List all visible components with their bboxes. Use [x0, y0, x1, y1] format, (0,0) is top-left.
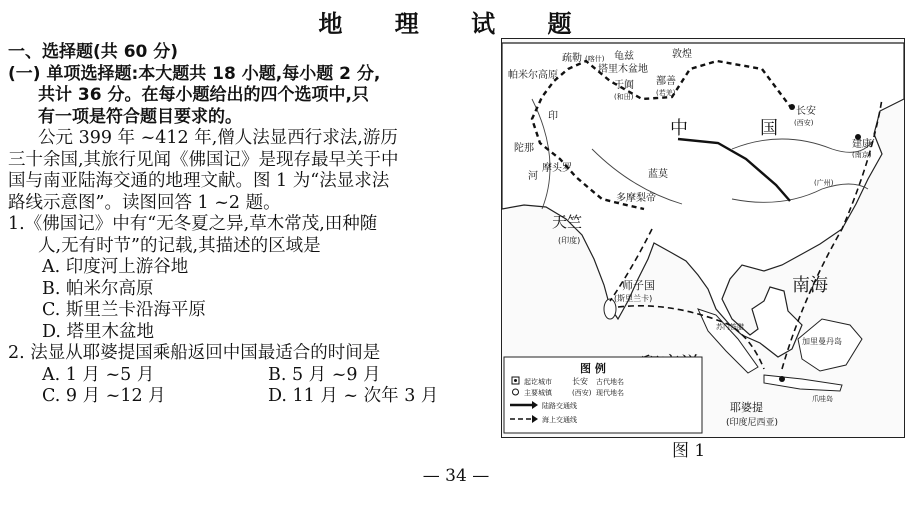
q1-stem: 1.《佛国记》中有“无冬夏之异,草木常茂,田种随 [8, 214, 378, 234]
route-map-svg [502, 39, 904, 437]
label-yepoti-sub: (印度尼西亚) [726, 418, 779, 428]
legend-modern: (西安) [572, 389, 592, 397]
intro-line: 路线示意图”。读图回答 1 ~2 题。 [8, 192, 281, 213]
label-kalimantan: 加里曼丹岛 [802, 337, 842, 346]
q1-option-a[interactable]: A. 印度河上游谷地 [42, 257, 189, 277]
label-guici: 龟兹 [614, 51, 634, 62]
q2-option-d[interactable]: D. 11 月 ~ 次年 3 月 [268, 386, 439, 406]
label-tianzhu-sub: (印度) [558, 236, 581, 245]
java-island [764, 375, 842, 391]
label-he: 河 [528, 171, 538, 182]
q2-option-a[interactable]: A. 1 月 ~5 月 [42, 364, 155, 385]
label-nanhai: 南海 [792, 275, 828, 296]
route-map [501, 38, 905, 438]
legend-sea: 海上交通线 [542, 416, 577, 424]
label-jiankang: 建康 [852, 139, 872, 150]
label-changan-sub: (西安) [794, 119, 814, 127]
label-shanshan-sub: (若羌) [656, 89, 676, 97]
label-java: 爪哇岛 [812, 395, 833, 403]
label-zhongguo-a: 中 [670, 118, 688, 139]
page-number: — 34 — [422, 466, 490, 486]
section-heading: 一、选择题(共 60 分) [8, 42, 179, 62]
label-shule: 疏勒 [562, 53, 582, 64]
label-changan: 长安 [796, 106, 816, 117]
q2-option-c[interactable]: C. 9 月 ~12 月 [42, 386, 166, 406]
changan-dot [789, 104, 795, 110]
label-dunhuang: 敦煌 [672, 49, 692, 60]
intro-line: 公元 399 年 ~412 年,僧人法显西行求法,游历 [38, 128, 398, 148]
label-sumatra: 苏门答腊 [716, 323, 744, 331]
intro-line: 国与南亚陆海交通的地理文献。图 1 为“法显求法 [8, 171, 390, 191]
legend-title: 图 例 [580, 362, 606, 375]
label-yutian: 于阗 [614, 80, 634, 91]
q1-option-c[interactable]: C. 斯里兰卡沿海平原 [42, 300, 206, 320]
question-text [8, 42, 496, 408]
label-jiankang-sub: (南京) [852, 151, 872, 159]
intro-line: 三十余国,其旅行见闻《佛国记》是现存最早关于中 [8, 149, 399, 170]
subsection-line: 共计 36 分。在每小题给出的四个选项中,只 [38, 85, 369, 105]
label-shule-sub: (喀什) [585, 55, 605, 63]
map-legend [504, 357, 702, 433]
label-guangzhou: (广州) [814, 179, 834, 187]
q1-option-d[interactable]: D. 塔里木盆地 [42, 321, 155, 342]
subsection-line: (一) 单项选择题:本大题共 18 小题,每小题 2 分, [8, 63, 381, 84]
figure-caption: 图 1 [672, 441, 706, 461]
q1-option-b[interactable]: B. 帕米尔高原 [42, 278, 154, 299]
label-duomoli: 多摩梨帝 [616, 193, 656, 204]
label-shiziguo: 师子国 [622, 279, 655, 292]
q2-stem: 2. 法显从耶婆提国乘船返回中国最适合的时间是 [8, 343, 381, 363]
label-yepoti: 耶婆提 [730, 401, 763, 414]
legend-ancient-label: 古代地名 [596, 378, 624, 386]
legend-land: 陆路交通线 [542, 402, 577, 410]
label-yin: 印 [548, 111, 558, 122]
label-tarim: 塔里木盆地 [598, 64, 648, 75]
legend-main: 主要城镇 [524, 389, 552, 397]
legend-modern-label: 现代地名 [596, 389, 624, 397]
label-shanshan: 鄯善 [656, 76, 676, 87]
q1-stem: 人,无有时节”的记载,其描述的区域是 [38, 235, 321, 256]
label-motouluo: 摩头罗 [542, 163, 572, 174]
yepoti-dot [779, 376, 785, 382]
legend-ancient: 长安 [572, 377, 588, 386]
label-zhongguo-b: 国 [760, 118, 778, 139]
label-tuona: 陀那 [514, 143, 534, 154]
label-shiziguo-sub: (斯里兰卡) [614, 294, 653, 303]
q2-option-b[interactable]: B. 5 月 ~9 月 [268, 364, 381, 385]
label-pamir: 帕米尔高原 [508, 70, 558, 81]
legend-start: 起讫城市 [524, 378, 552, 386]
page-title: 地 理 试 题 [318, 9, 594, 38]
coastline [502, 43, 904, 357]
label-tianzhu: 天竺 [552, 213, 583, 231]
subsection-line: 有一项是符合题目要求的。 [38, 106, 242, 127]
label-yutian-sub: (和田) [614, 93, 634, 101]
label-lanmo: 蓝莫 [648, 169, 668, 180]
